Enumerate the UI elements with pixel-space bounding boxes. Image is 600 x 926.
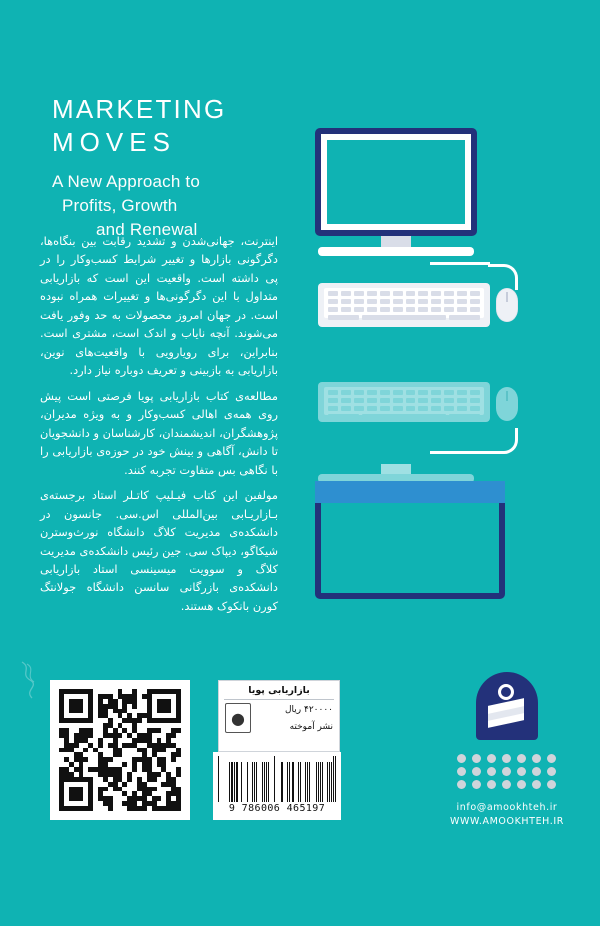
mouse-white-button-split: [506, 292, 508, 302]
publisher-contact: [448, 801, 566, 830]
publisher-email[interactable]: info@amookhteh.ir: [456, 802, 558, 813]
back-cover-blurb: [40, 232, 278, 622]
publisher-name: نشر آموخته: [289, 721, 333, 732]
keyboard-white-keys: [324, 288, 484, 318]
monitor-blue-titlebar: [315, 481, 505, 503]
subtitle-line-1: A New Approach to: [52, 171, 200, 191]
subtitle-line-2: Profits, Growth: [62, 196, 178, 216]
price-label-divider: [224, 699, 334, 700]
mouse-cord-top-horizontal: [430, 262, 490, 265]
blurb-paragraph-3: مولفین این کتاب فیـلیپ کاتـلر استاد برجسته‌ی بـازاریـابی بین‌المللی اس.سی. جانسون در دانشکده‌ی مدیریت کلاگ دانشگاه نورث‌وسترن شیکاگو، دیپاک سی. جین رئیس دانشکده‌ی مدیریت کلاگ و سوویت میسینسی استاد بازاریابی دانشکده‌ی بازرگانی سانسن دانشگاه جولانتگ کورن بانکوک هستند.: [40, 488, 278, 613]
mouse-cord-bottom-horizontal: [430, 451, 490, 454]
publisher-block: [448, 672, 566, 830]
qr-code[interactable]: [50, 680, 190, 820]
subtitle-line-3: and Renewal: [96, 220, 198, 240]
mouse-teal-button-split: [506, 391, 508, 401]
barcode-bars: [218, 756, 336, 802]
qr-code-matrix: [59, 689, 181, 811]
book-title-line-2: MOVES: [52, 126, 176, 157]
barcode-number: 9 786006 465197: [228, 803, 326, 814]
publisher-stamp-icon: ●: [225, 703, 251, 733]
decorative-dot-grid: [448, 754, 566, 789]
keyboard-teal-keys: [324, 387, 484, 415]
barcode: [213, 752, 341, 820]
monitor-stand-base: [318, 247, 474, 256]
price-label-title: بازاریابی پویا: [248, 685, 310, 696]
blurb-paragraph-2: مطالعه‌ی کتاب بازاریابی پویا فرصتی است پیش روی همه‌ی اهالی کسب‌وکار و به ویژه مدیران، پژوهشگران، اندیشمندان، کارشناسان و دانشجویان تا دانش، آگاهی و بینش خود در حوزه‌ی بازاریابی را با نگاهی بس متفاوت تجربه کنند.: [40, 388, 278, 477]
mouse-cord-bottom-curve: [488, 428, 518, 454]
price-value: ۴۲۰۰۰۰ ریال: [284, 704, 333, 715]
blurb-paragraph-1: اینترنت، جهانی‌شدن و تشدید رقابت بین بنگاه‌ها، دگرگونی بازارها و تغییر شرایط کسب‌وکار را در پی داشته است. واقعیت این است که بازاریابی متداول با این دگرگونی‌ها و تغییرات همراه نبوده است. در جهان امروز محصولات به حد وفور یافت می‌شوند. آنچه نایاب و اندک است، مشتری است. بنابراین، برای رویارویی با واقعیت‌های نوین، بازاریابی به بازبینی و تعریف دوباره نیاز دارد.: [40, 234, 278, 378]
mouse-cord-top-curve: [488, 264, 518, 290]
book-title-line-1: MARKETING: [52, 94, 227, 124]
decorative-scribble-icon: [18, 660, 44, 700]
amookhteh-publisher-logo-icon: [476, 672, 538, 740]
monitor-screen: [327, 140, 465, 224]
publisher-website[interactable]: WWW.AMOOKHTEH.IR: [450, 816, 564, 828]
title-block: [52, 95, 282, 242]
price-label: [218, 680, 340, 752]
